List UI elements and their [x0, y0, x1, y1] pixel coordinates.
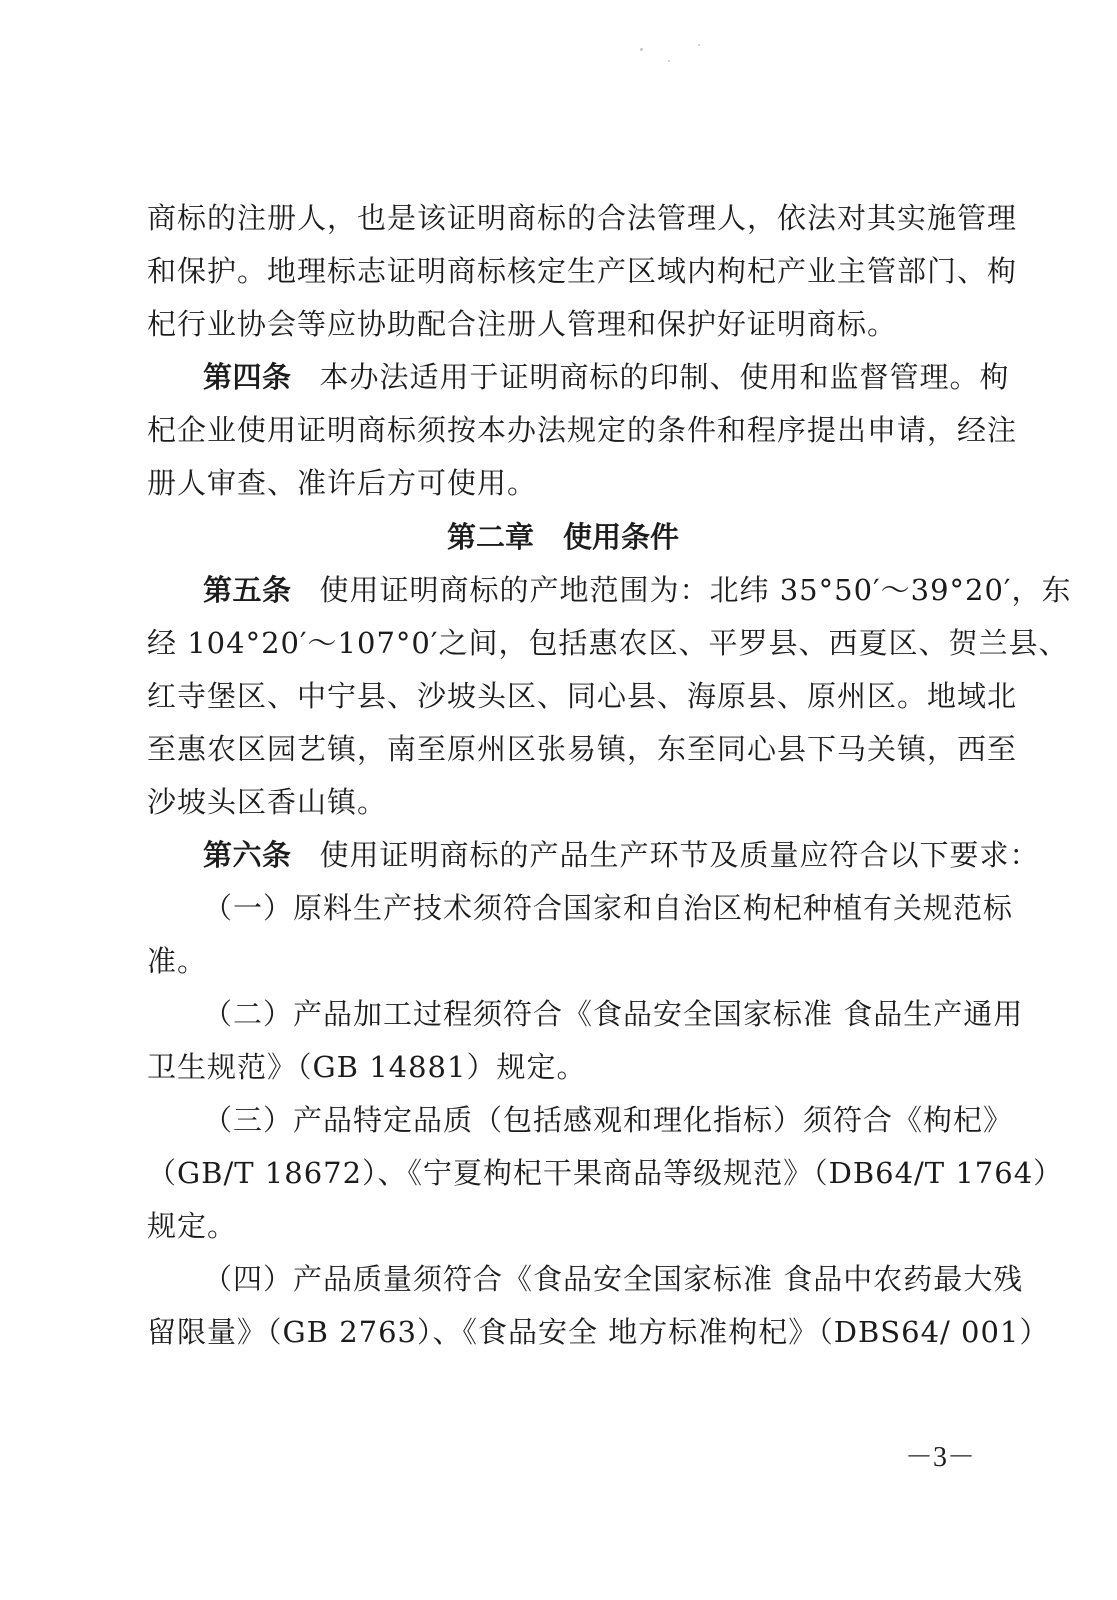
list-item-first-line: （三）产品特定品质（包括感观和理化指标）须符合《枸杞》 — [203, 1103, 1014, 1137]
paragraph-line: 红寺堡区、中宁县、沙坡头区、同心县、海原县、原州区。地域北 — [147, 679, 1018, 713]
scan-speck — [698, 44, 700, 46]
list-item-line: 规定。 — [147, 1209, 238, 1243]
article-text: 本办法适用于证明商标的印制、使用和监督管理。枸 — [319, 360, 1010, 394]
article-label: 第四条 — [203, 360, 292, 394]
list-item-first-line: （四）产品质量须符合《食品安全国家标准 食品中农药最大残 — [203, 1262, 1024, 1296]
paragraph-line: 沙坡头区香山镇。 — [147, 785, 388, 819]
list-item-line: 卫生规范》（GB 14881）规定。 — [147, 1050, 587, 1084]
article-5-first-line — [203, 570, 1072, 610]
article-text: 使用证明商标的产地范围为：北纬 35°50′～39°20′，东 — [319, 573, 1072, 607]
list-item-first-line: （二）产品加工过程须符合《食品安全国家标准 食品生产通用 — [203, 997, 1024, 1031]
list-item-line: 准。 — [147, 944, 208, 978]
list-item-line: 留限量》（GB 2763）、《食品安全 地方标准枸杞》（DBS64/ 001） — [147, 1315, 1050, 1349]
article-6-first-line — [203, 835, 1040, 875]
paragraph-line: 杞企业使用证明商标须按本办法规定的条件和程序提出申请，经注 — [147, 413, 1018, 447]
article-text: 使用证明商标的产品生产环节及质量应符合以下要求： — [319, 838, 1040, 872]
paragraph-line: 商标的注册人，也是该证明商标的合法管理人，依法对其实施管理 — [147, 201, 1018, 235]
article-4-first-line — [203, 357, 1010, 397]
scan-speck — [640, 48, 643, 51]
chapter-heading: 第二章 使用条件 — [447, 520, 680, 554]
paragraph-line: 至惠农区园艺镇，南至原州区张易镇，东至同心县下马关镇，西至 — [147, 732, 1018, 766]
article-label: 第五条 — [203, 573, 292, 607]
scan-speck — [668, 60, 670, 62]
article-label: 第六条 — [203, 838, 292, 872]
paragraph-line: 杞行业协会等应协助配合注册人管理和保护好证明商标。 — [147, 307, 898, 341]
paragraph-line: 经 104°20′～107°0′之间，包括惠农区、平罗县、西夏区、贺兰县、 — [147, 626, 1069, 660]
list-item-line: （GB/T 18672）、《宁夏枸杞干果商品等级规范》（DB64/T 1764） — [147, 1156, 1064, 1190]
list-item-first-line: （一）原料生产技术须符合国家和自治区枸杞种植有关规范标 — [203, 891, 1014, 925]
page-number: －3－ — [905, 1442, 976, 1473]
paragraph-line: 册人审查、准许后方可使用。 — [147, 466, 538, 500]
paragraph-line: 和保护。地理标志证明商标核定生产区域内枸杞产业主管部门、枸 — [147, 254, 1018, 288]
